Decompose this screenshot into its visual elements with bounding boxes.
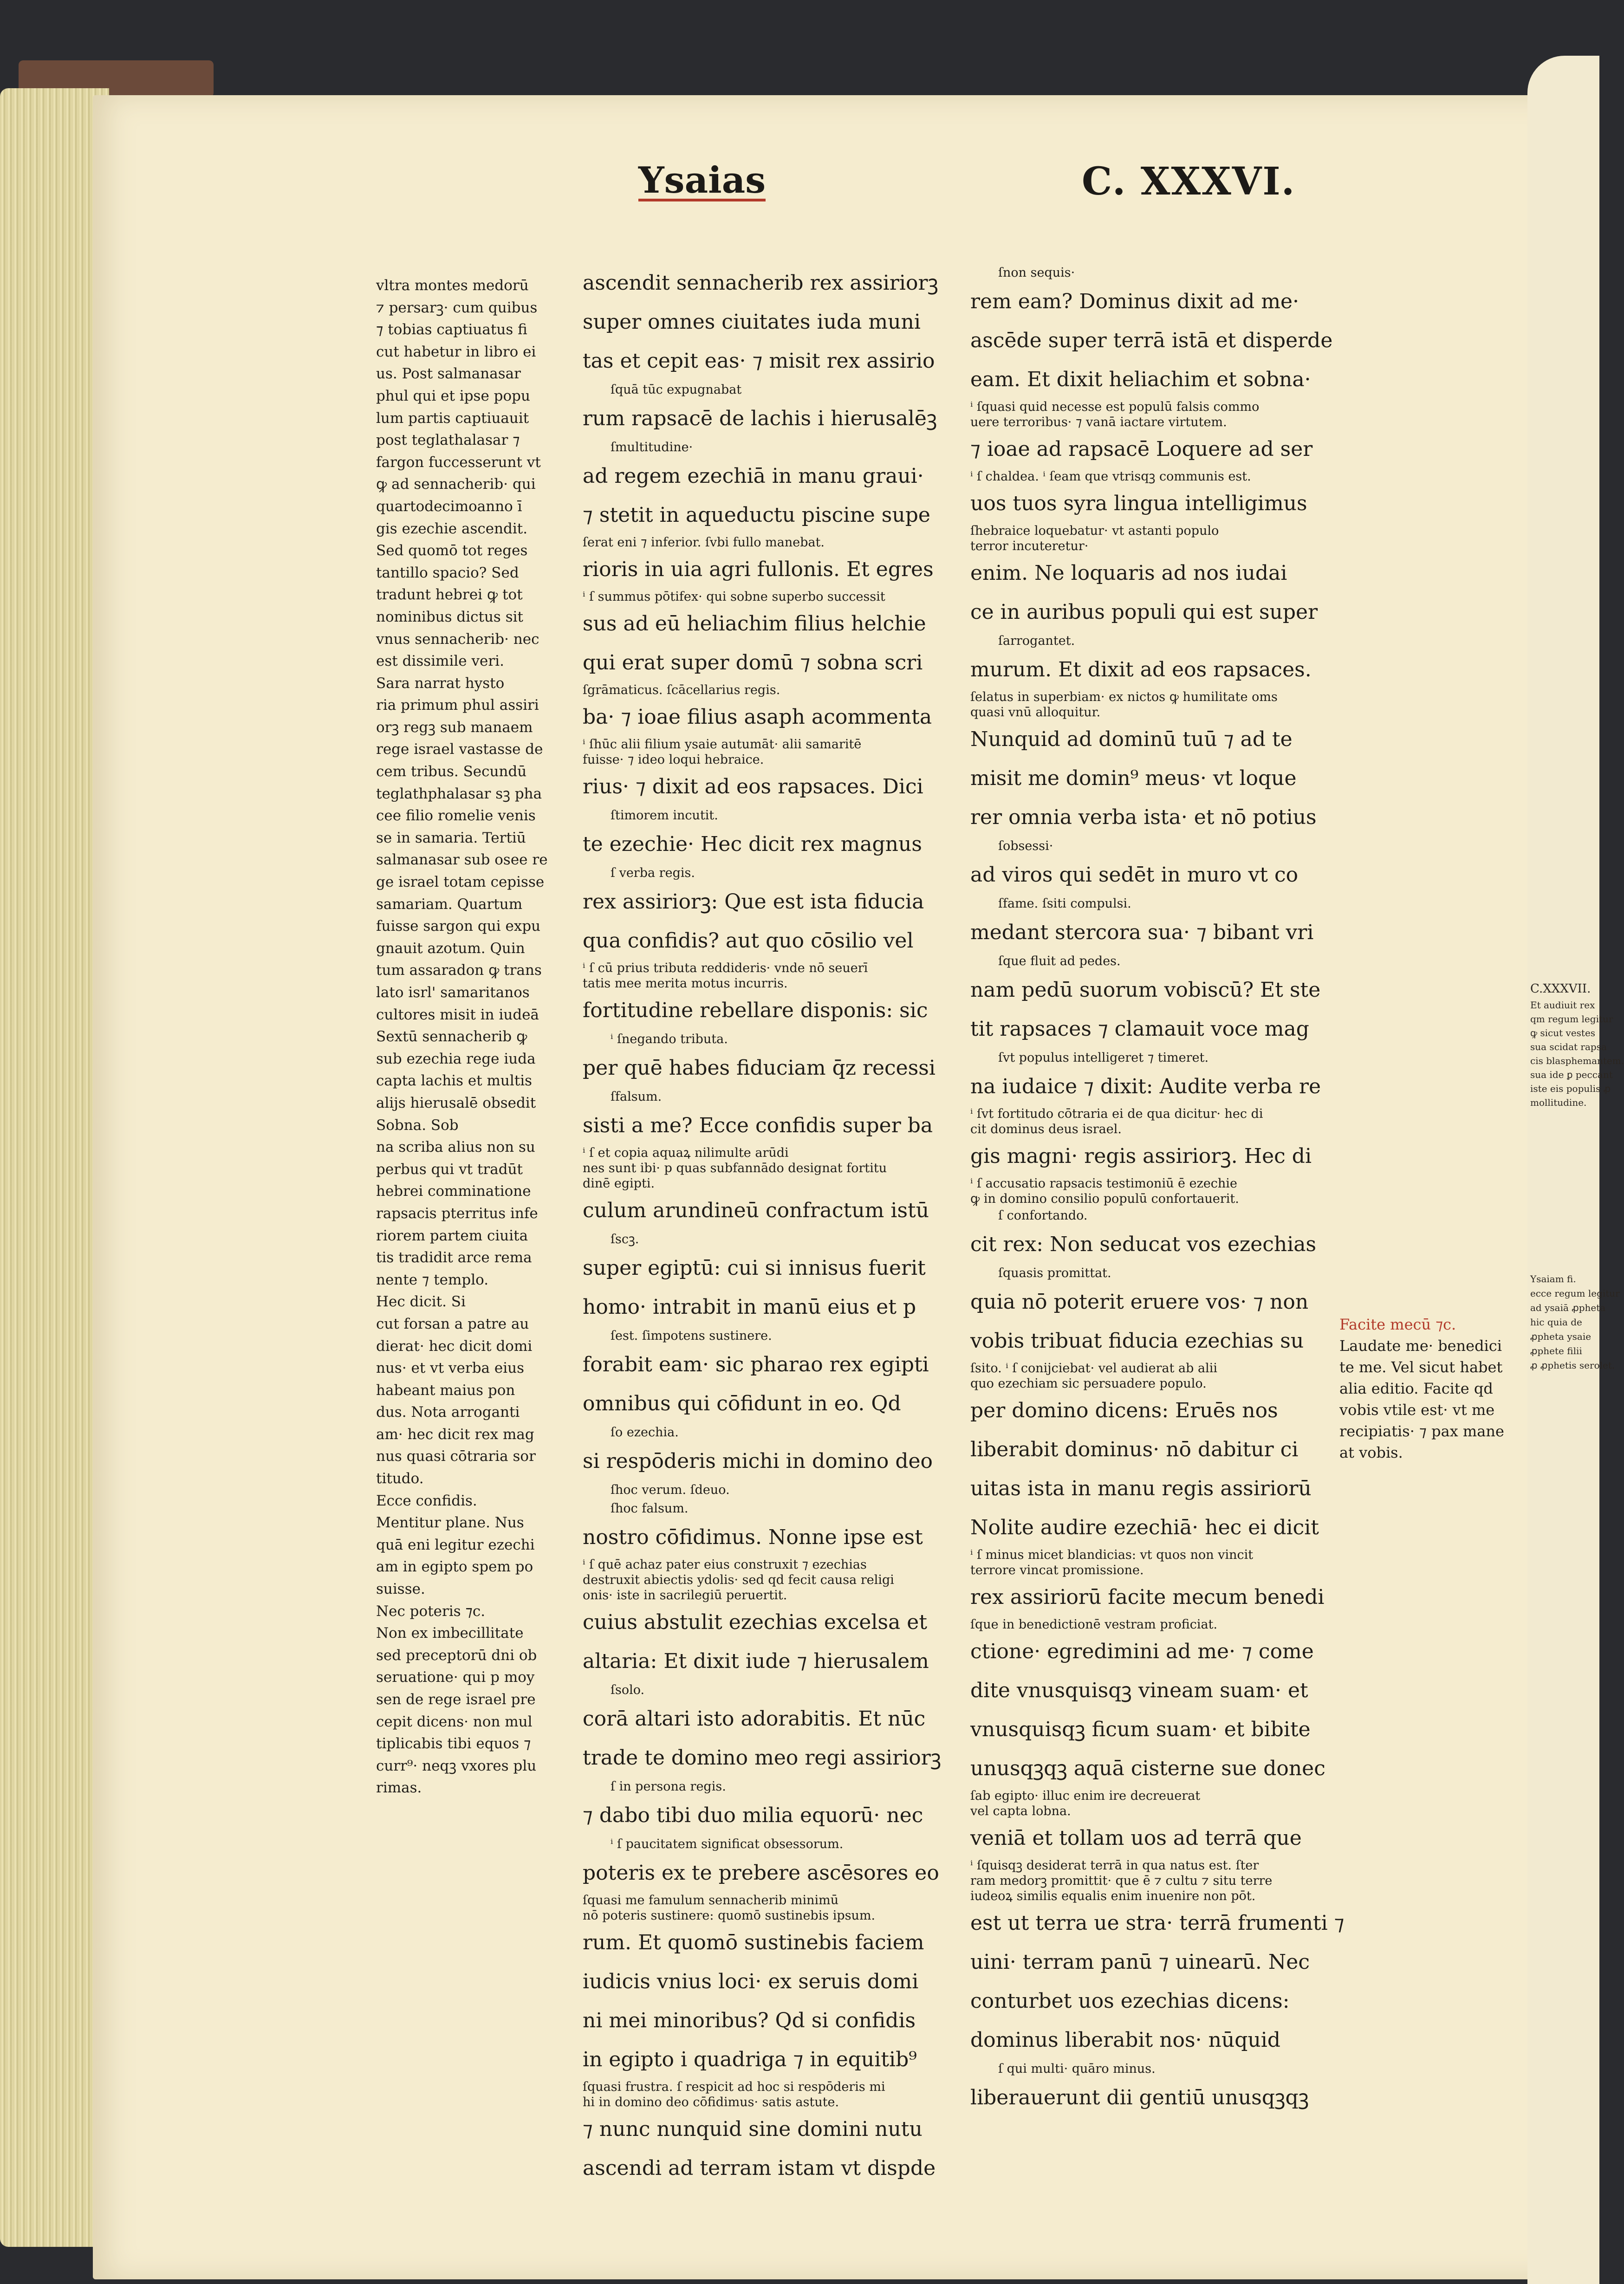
gloss-line: est dissimile veri. <box>376 653 504 670</box>
text-line: altaria: Et dixit iude ⁊ hierusalem <box>583 1649 929 1673</box>
gloss-line: samariam. Quartum <box>376 895 523 913</box>
text-line: tit rapsaces ⁊ clamauit voce mag <box>970 1017 1309 1041</box>
interlinear-gloss: ſnon sequis· <box>998 266 1075 280</box>
interlinear-gloss: ſerat eni ⁊ inferior. ſvbi fullo manebat. <box>583 535 825 550</box>
margin-note <box>1339 1314 1504 1463</box>
gloss-line: nominibus dictus sit <box>376 608 523 625</box>
text-line: rum. Et quomō sustinebis faciem <box>583 1931 924 1954</box>
text-line: quia nō poterit eruere vos· ⁊ non <box>970 1290 1309 1314</box>
gloss-line: ⁊ tobias captiuatus fi <box>376 321 527 338</box>
right-text-column <box>970 264 1345 2117</box>
interlinear-gloss: terrore vincat promissione. <box>970 1563 1144 1577</box>
gloss-line: quā eni legitur ezechi <box>376 1536 535 1553</box>
text-line: dominus liberabit nos· nūquid <box>970 2028 1281 2052</box>
gloss-line: tiplicabis tibi equos ⁊ <box>376 1735 531 1752</box>
interlinear-gloss: ſest. ſimpotens sustinere. <box>611 1329 772 1343</box>
interlinear-gloss: ram medorꝫ promittit· que ē ⁊ cultu ⁊ situ terre <box>970 1874 1273 1888</box>
gloss-line: cultores misit in iudeā <box>376 1006 539 1023</box>
text-line: super omnes ciuitates iuda muni <box>583 310 921 334</box>
gloss-line: tis tradidit arce rema <box>376 1249 532 1266</box>
gloss-line: quartodecimoanno ī <box>376 498 522 515</box>
gloss-line: rege israel vastasse de <box>376 741 543 758</box>
gloss-line: gnauit azotum. Quin <box>376 940 525 957</box>
gloss-line: dierat· hec dicit domi <box>376 1337 533 1355</box>
gloss-line: cem tribus. Secundū <box>376 763 527 780</box>
interlinear-gloss: ſo ezechia. <box>611 1425 679 1440</box>
text-line: tas et cepit eas· ⁊ misit rex assirio <box>583 349 935 373</box>
gloss-line: Non ex imbecillitate <box>376 1625 524 1642</box>
interlinear-gloss: ſobsessi· <box>998 839 1053 853</box>
interlinear-gloss: ſscꝫ. <box>611 1232 639 1246</box>
gloss-line: nus· et vt verba eius <box>376 1360 525 1377</box>
text-line: medant stercora sua· ⁊ bibant vri <box>970 921 1314 944</box>
interlinear-gloss: onis· iste in sacrilegiū peruertit. <box>583 1588 787 1603</box>
text-line: Nolite audire ezechiā· hec ei dicit <box>970 1516 1319 1539</box>
interlinear-gloss: ſquasis promittat. <box>998 1266 1111 1280</box>
interlinear-gloss: ſque in benedictionē vestram proficiat. <box>970 1617 1218 1632</box>
text-line: uini· terram panū ⁊ uinearū. Nec <box>970 1950 1310 1974</box>
text-line: ⁊ ioae ad rapsacē Loquere ad ser <box>970 437 1313 461</box>
text-line: ⁊ dabo tibi duo milia equorū· nec <box>583 1804 923 1827</box>
interlinear-gloss: ſquā tūc expugnabat <box>611 383 742 397</box>
text-line: omnibus qui cōfidunt in eo. Qd <box>583 1392 901 1415</box>
text-line: vnusquisqꝫ ficum suam· et bibite <box>970 1718 1311 1741</box>
facing-note-line: ad ysaiā ꝓpheta <box>1530 1302 1606 1313</box>
text-line: corā altari isto adorabitis. Et nūc <box>583 1707 926 1731</box>
gloss-line: Hec dicit. Si <box>376 1293 466 1311</box>
interlinear-gloss: vel capta lobna. <box>970 1804 1071 1818</box>
text-line: homo· intrabit in manū eius et p <box>583 1295 916 1319</box>
gloss-line: alijs hierusalē obsedit <box>376 1094 536 1111</box>
interlinear-gloss: ⁱ ſ quē achaz pater eius construxit ⁊ ezechias <box>583 1557 867 1572</box>
gloss-line: rapsacis pterritus infe <box>376 1205 538 1222</box>
running-head: Ysaias <box>638 159 766 201</box>
gloss-line: seruatione· qui p moy <box>376 1669 535 1686</box>
margin-note-line: vobis vtile est· vt me <box>1339 1401 1495 1419</box>
facing-note-line: qm regum legitur <box>1530 1013 1613 1025</box>
interlinear-gloss: ſmultitudine· <box>611 440 693 454</box>
interlinear-gloss: quo ezechiam sic persuadere populo. <box>970 1376 1207 1391</box>
gloss-line: vnus sennacherib· nec <box>376 630 539 648</box>
gloss-line: ria primum phul assiri <box>376 697 539 714</box>
interlinear-gloss: nō poteris sustinere: quomō sustinebis ipsum. <box>583 1908 876 1923</box>
text-line: rius· ⁊ dixit ad eos rapsaces. Dici <box>583 775 923 798</box>
text-line: ascendit sennacherib rex assiriorꝫ <box>583 271 938 295</box>
gloss-line: na scriba alius non su <box>376 1139 535 1156</box>
text-line: veniā et tollam uos ad terrā que <box>970 1826 1302 1850</box>
interlinear-gloss: ⁱ ſquisqꝫ desiderat terrā in qua natus est. ſter <box>970 1858 1259 1873</box>
text-line: unusqꝫqꝫ aquā cisterne sue donec <box>970 1757 1325 1780</box>
gloss-line: Sed quomō tot reges <box>376 542 528 559</box>
interlinear-gloss: ſhoc falsum. <box>611 1501 689 1516</box>
gloss-line: Nec poteris ⁊c. <box>376 1603 486 1620</box>
facing-note-line: ecce regum legitur <box>1530 1288 1620 1299</box>
interlinear-gloss: ſtimorem incutit. <box>611 808 718 823</box>
facing-note-line: ꝙ sicut vestes <box>1530 1027 1596 1038</box>
interlinear-gloss: nes sunt ibi· p quas subfannādo designat fortitu <box>583 1161 887 1175</box>
text-line: te ezechie· Hec dicit rex magnus <box>583 832 922 856</box>
margin-note-line: te me. Vel sicut habet <box>1339 1358 1503 1376</box>
text-line: sisti a me? Ecce confidis super ba <box>583 1114 933 1137</box>
text-line: super egiptū: cui si innisus fuerit <box>583 1256 926 1280</box>
interlinear-gloss: ſquasi frustra. ſ respicit ad hoc si respōderis mi <box>583 2080 885 2094</box>
interlinear-gloss: ⁱ ſ paucitatem significat obsessorum. <box>611 1837 844 1851</box>
interlinear-gloss: ſvt populus intelligeret ⁊ timeret. <box>998 1051 1209 1065</box>
interlinear-gloss: ſ confortando. <box>998 1208 1088 1223</box>
text-line: ce in auribus populi qui est super <box>970 600 1318 624</box>
interlinear-gloss: ⁱ ſ minus micet blandicias: vt quos non vincit <box>970 1548 1254 1562</box>
gloss-line: Mentitur plane. Nus <box>376 1514 524 1531</box>
text-line: conturbet uos ezechias dicens: <box>970 1989 1290 2013</box>
text-line: rex assiriorꝫ: Que est ista fiducia <box>583 890 924 914</box>
margin-note-line: recipiatis· ⁊ pax mane <box>1339 1422 1504 1440</box>
gloss-line: am in egipto spem po <box>376 1558 533 1576</box>
facing-note-line: ꝓ ꝓphetis serolet. <box>1530 1360 1615 1371</box>
margin-note-line: Facite mecū ⁊c. <box>1339 1316 1456 1333</box>
gloss-line: capta lachis et multis <box>376 1072 533 1090</box>
text-line: forabit eam· sic pharao rex egipti <box>583 1353 929 1376</box>
interlinear-gloss: ſ in persona regis. <box>611 1779 726 1794</box>
interlinear-gloss: ſque fluit ad pedes. <box>998 954 1121 968</box>
interlinear-gloss: ꝙ in domino consilio populū confortauerit. <box>970 1192 1239 1206</box>
gloss-line: ꝙ ad sennacherib· qui <box>376 476 536 493</box>
text-line: murum. Et dixit ad eos rapsaces. <box>970 658 1312 681</box>
text-line: cit rex: Non seducat vos ezechias <box>970 1233 1317 1256</box>
gloss-line: hebrei comminatione <box>376 1183 531 1200</box>
margin-note-line: Laudate me· benedici <box>1339 1337 1502 1355</box>
interlinear-gloss: ⁱ ſ cū prius tributa reddideris· vnde nō seuerī <box>583 961 868 975</box>
text-line: ctione· egredimini ad me· ⁊ come <box>970 1640 1314 1663</box>
text-line: uitas ista in manu regis assiriorū <box>970 1477 1312 1500</box>
gloss-line: gis ezechie ascendit. <box>376 520 528 537</box>
gloss-line: dus. Nota arroganti <box>376 1404 520 1421</box>
text-line: culum arundineū confractum istū <box>583 1199 929 1222</box>
interlinear-gloss: iudeoꝝ similis equalis enim inuenire non pōt. <box>970 1889 1256 1903</box>
text-line: fortitudine rebellare disponis: sic <box>583 999 928 1022</box>
text-line: nam pedū suorum vobiscū? Et ste <box>970 978 1321 1002</box>
gloss-line: perbus qui vt tradūt <box>376 1161 523 1178</box>
text-line: enim. Ne loquaris ad nos iudai <box>970 561 1287 585</box>
gloss-line: fargon fuccesserunt vt <box>376 454 541 471</box>
gloss-line: titudo. <box>376 1470 424 1487</box>
interlinear-gloss: ⁱ ſvt fortitudo cōtraria ei de qua dicitur· hec di <box>970 1107 1263 1121</box>
interlinear-gloss: fuisse· ⁊ ideo loqui hebraice. <box>583 753 764 767</box>
facing-chapter-label: C.XXXVII. <box>1530 982 1591 996</box>
text-line: liberabit dominus· nō dabitur ci <box>970 1438 1299 1461</box>
interlinear-gloss: dinē egipti. <box>583 1176 655 1191</box>
gloss-line: Ecce confidis. <box>376 1492 477 1509</box>
margin-note-line: alia editio. Facite qd <box>1339 1380 1493 1397</box>
interlinear-gloss: ſarrogantet. <box>998 634 1075 648</box>
gloss-line: cut habetur in libro ei <box>376 343 536 360</box>
text-line: trade te domino meo regi assiriorꝫ <box>583 1746 942 1770</box>
gloss-line: habeant maius pon <box>376 1382 515 1399</box>
text-line: in egipto i quadriga ⁊ in equitib⁹ <box>583 2048 917 2071</box>
text-line: qui erat super domū ⁊ sobna scri <box>583 651 923 675</box>
text-line: liberauerunt dii gentiū unusqꝫqꝫ <box>970 2086 1309 2109</box>
interlinear-gloss: ⁱ ſhūc alii filium ysaie autumāt· alii samaritē <box>583 737 862 752</box>
gloss-line: Sara narrat hysto <box>376 675 505 692</box>
text-line: per quē habes fiduciam q̄z recessi <box>583 1056 935 1080</box>
interlinear-gloss: ſfalsum. <box>611 1090 662 1104</box>
text-line: ascēde super terrā istā et disperde <box>970 329 1333 352</box>
facing-note-line: iste eis populis ꝓ <box>1530 1083 1611 1094</box>
text-line: ni mei minoribus? Qd si confidis <box>583 2009 916 2032</box>
text-line: sus ad eū heliachim filius helchie <box>583 612 926 636</box>
gloss-line: riorem partem ciuita <box>376 1227 528 1244</box>
gloss-line: ge israel totam cepisse <box>376 874 545 891</box>
interlinear-gloss: ſelatus in superbiam· ex nictos ꝙ humilitate oms <box>970 690 1278 704</box>
center-text-column <box>583 264 942 2188</box>
gloss-line: lato isrl' samaritanos <box>376 984 530 1001</box>
gloss-line: cee filio romelie venis <box>376 807 536 824</box>
gloss-line: cepit dicens· non mul <box>376 1713 533 1730</box>
gloss-line: vltra montes medorū <box>376 277 529 294</box>
gloss-line: am· hec dicit rex mag <box>376 1426 534 1443</box>
interlinear-gloss: ſsolo. <box>611 1683 645 1697</box>
text-line: uos tuos syra lingua intelligimus <box>970 492 1307 515</box>
interlinear-gloss: ⁱ ſquasi quid necesse est populū falsis commo <box>970 400 1260 414</box>
gloss-line: curr⁹· neqꝫ vxores plu <box>376 1757 537 1774</box>
interlinear-gloss: terror incuteretur· <box>970 539 1089 553</box>
interlinear-gloss: tatis mee merita motus incurris. <box>583 976 788 991</box>
gloss-line: phul qui et ipse popu <box>376 387 530 404</box>
interlinear-gloss: ſ qui multi· quāro minus. <box>998 2062 1156 2076</box>
gloss-line: us. Post salmanasar <box>376 365 521 383</box>
gloss-line: salmanasar sub osee re <box>376 851 548 869</box>
gloss-left-column <box>376 275 548 1799</box>
interlinear-gloss: ſ verba regis. <box>611 866 695 880</box>
interlinear-gloss: destruxit abiectis ydolis· sed qd fecit causa religi <box>583 1573 894 1587</box>
facing-note-line: cis blasphemantem. <box>1530 1055 1624 1066</box>
interlinear-gloss: quasi vnū alloquitur. <box>970 705 1101 720</box>
interlinear-gloss: ſab egipto· illuc enim ire decreuerat <box>970 1789 1201 1803</box>
text-line: rem eam? Dominus dixit ad me· <box>970 290 1299 313</box>
facing-notes-header: Ysaiam fi. <box>1530 1273 1576 1285</box>
gloss-line: sed preceptorū dni ob <box>376 1647 537 1664</box>
gloss-line: rimas. <box>376 1779 422 1797</box>
text-line: ascendi ad terram istam vt dispde <box>583 2156 936 2180</box>
text-line: dite vnusquisqꝫ vineam suam· et <box>970 1679 1308 1702</box>
interlinear-gloss: uere terroribus· ⁊ vanā iactare virtutem. <box>970 415 1227 429</box>
gloss-line: suisse. <box>376 1581 425 1598</box>
chapter-head: C. XXXVI. <box>1082 159 1296 204</box>
facing-page-edge <box>1527 56 1624 2284</box>
gloss-line: se in samaria. Tertiū <box>376 829 526 846</box>
text-line: rer omnia verba ista· et nō potius <box>970 805 1317 829</box>
text-line: misit me domin⁹ meus· vt loque <box>970 766 1297 790</box>
text-line: vobis tribuat fiducia ezechias su <box>970 1329 1304 1353</box>
text-line: poteris ex te prebere ascēsores eo <box>583 1861 939 1885</box>
facing-note-line: sua ide ꝑ peccant <box>1530 1069 1613 1080</box>
interlinear-gloss: ſquasi me famulum sennacherib minimū <box>583 1893 839 1908</box>
text-line: ⁊ stetit in aqueductu piscine supe <box>583 503 930 527</box>
text-line: per domino dicens: Eruēs nos <box>970 1399 1278 1422</box>
facing-note-line: hic quia de <box>1530 1317 1582 1328</box>
text-line: eam. Et dixit heliachim et sobna· <box>970 368 1311 391</box>
gloss-line: post teglathalasar ⁊ <box>376 432 520 449</box>
interlinear-gloss: ⁱ ſ chaldea. ⁱ ſeam que vtrisqꝫ communis est. <box>970 469 1251 484</box>
text-line: si respōderis michi in domino deo <box>583 1449 933 1473</box>
text-line: rex assiriorū facite mecum benedi <box>970 1585 1325 1609</box>
facing-note-line: ꝓphete filii <box>1530 1345 1582 1356</box>
text-line: ba· ⁊ ioae filius asaph acommenta <box>583 705 932 729</box>
gloss-line: ⁊ persarꝫ· cum quibus <box>376 299 538 316</box>
gloss-line: orꝫ regꝫ sub manaem <box>376 719 533 736</box>
text-line: rum rapsacē de lachis i hierusalēꝫ <box>583 407 937 430</box>
facing-note-line: sua scidat rapsa <box>1530 1041 1607 1052</box>
interlinear-gloss: ⁱ ſ summus pōtifex· qui sobne superbo successit <box>583 590 885 604</box>
interlinear-gloss: ſhebraice loquebatur· vt astanti populo <box>970 524 1219 538</box>
gloss-line: cut forsan a patre au <box>376 1315 529 1332</box>
gloss-line: nus quasi cōtraria sor <box>376 1448 536 1465</box>
facing-note-line: mollitudine. <box>1530 1097 1587 1108</box>
facing-note-line: Et audiuit rex <box>1530 999 1595 1011</box>
interlinear-gloss: ⁱ ſ accusatio rapsacis testimoniū ē ezechie <box>970 1176 1237 1191</box>
gloss-line: tradunt hebrei ꝙ tot <box>376 586 523 603</box>
gloss-line: sen de rege israel pre <box>376 1691 536 1708</box>
facing-note-line: ꝓpheta ysaie <box>1530 1331 1592 1342</box>
interlinear-gloss: ⁱ ſ et copia aquaꝝ nilimulte arūdi <box>583 1146 789 1160</box>
text-line: ad viros qui sedēt in muro vt co <box>970 863 1299 887</box>
margin-note-line: at vobis. <box>1339 1444 1403 1461</box>
text-line: na iudaice ⁊ dixit: Audite verba re <box>970 1075 1321 1098</box>
text-line: iudicis vnius loci· ex seruis domi <box>583 1970 919 1993</box>
gloss-line: tantillo spacio? Sed <box>376 564 519 581</box>
text-line: cuius abstulit ezechias excelsa et <box>583 1610 928 1634</box>
interlinear-gloss: cit dominus deus israel. <box>970 1122 1122 1136</box>
gloss-line: fuisse sargon qui expu <box>376 918 541 935</box>
text-line: gis magni· regis assiriorꝫ. Hec di <box>970 1144 1312 1168</box>
gloss-line: sub ezechia rege iuda <box>376 1050 536 1067</box>
interlinear-gloss: hi in domino deo cōfidimus· satis astute. <box>583 2095 839 2109</box>
interlinear-gloss: ſhoc verum. ſdeuo. <box>611 1483 730 1497</box>
text-line: nostro cōfidimus. Nonne ipse est <box>583 1525 923 1549</box>
interlinear-gloss: ⁱ ſnegando tributa. <box>611 1032 728 1046</box>
interlinear-gloss: ſsito. ⁱ ſ conijciebat· vel audierat ab alii <box>970 1361 1218 1376</box>
text-line: qua confidis? aut quo cōsilio vel <box>583 929 914 953</box>
text-line: ⁊ nunc nunquid sine domini nutu <box>583 2117 922 2141</box>
gloss-line: tum assaradon ꝙ trans <box>376 962 542 979</box>
gloss-line: lum partis captiuauit <box>376 409 529 427</box>
text-line: est ut terra ue stra· terrā frumenti ⁊ <box>970 1911 1345 1935</box>
facing-page-notes-bottom <box>1527 1272 1620 1373</box>
gloss-line: Sobna. Sob <box>376 1116 459 1134</box>
gloss-line: nente ⁊ templo. <box>376 1271 489 1288</box>
gloss-line: teglathphalasar sꝫ pha <box>376 785 542 802</box>
interlinear-gloss: ſgrāmaticus. ſcācellarius regis. <box>583 683 780 697</box>
gloss-line: Sextū sennacherib ꝙ <box>376 1028 527 1045</box>
interlinear-gloss: ſfame. ſsiti compulsi. <box>998 896 1131 911</box>
text-line: rioris in uia agri fullonis. Et egres <box>583 558 934 581</box>
text-line: Nunquid ad dominū tuū ⁊ ad te <box>970 727 1293 751</box>
facing-page-notes-top <box>1527 980 1624 1110</box>
text-line: ad regem ezechiā in manu graui· <box>583 464 924 488</box>
